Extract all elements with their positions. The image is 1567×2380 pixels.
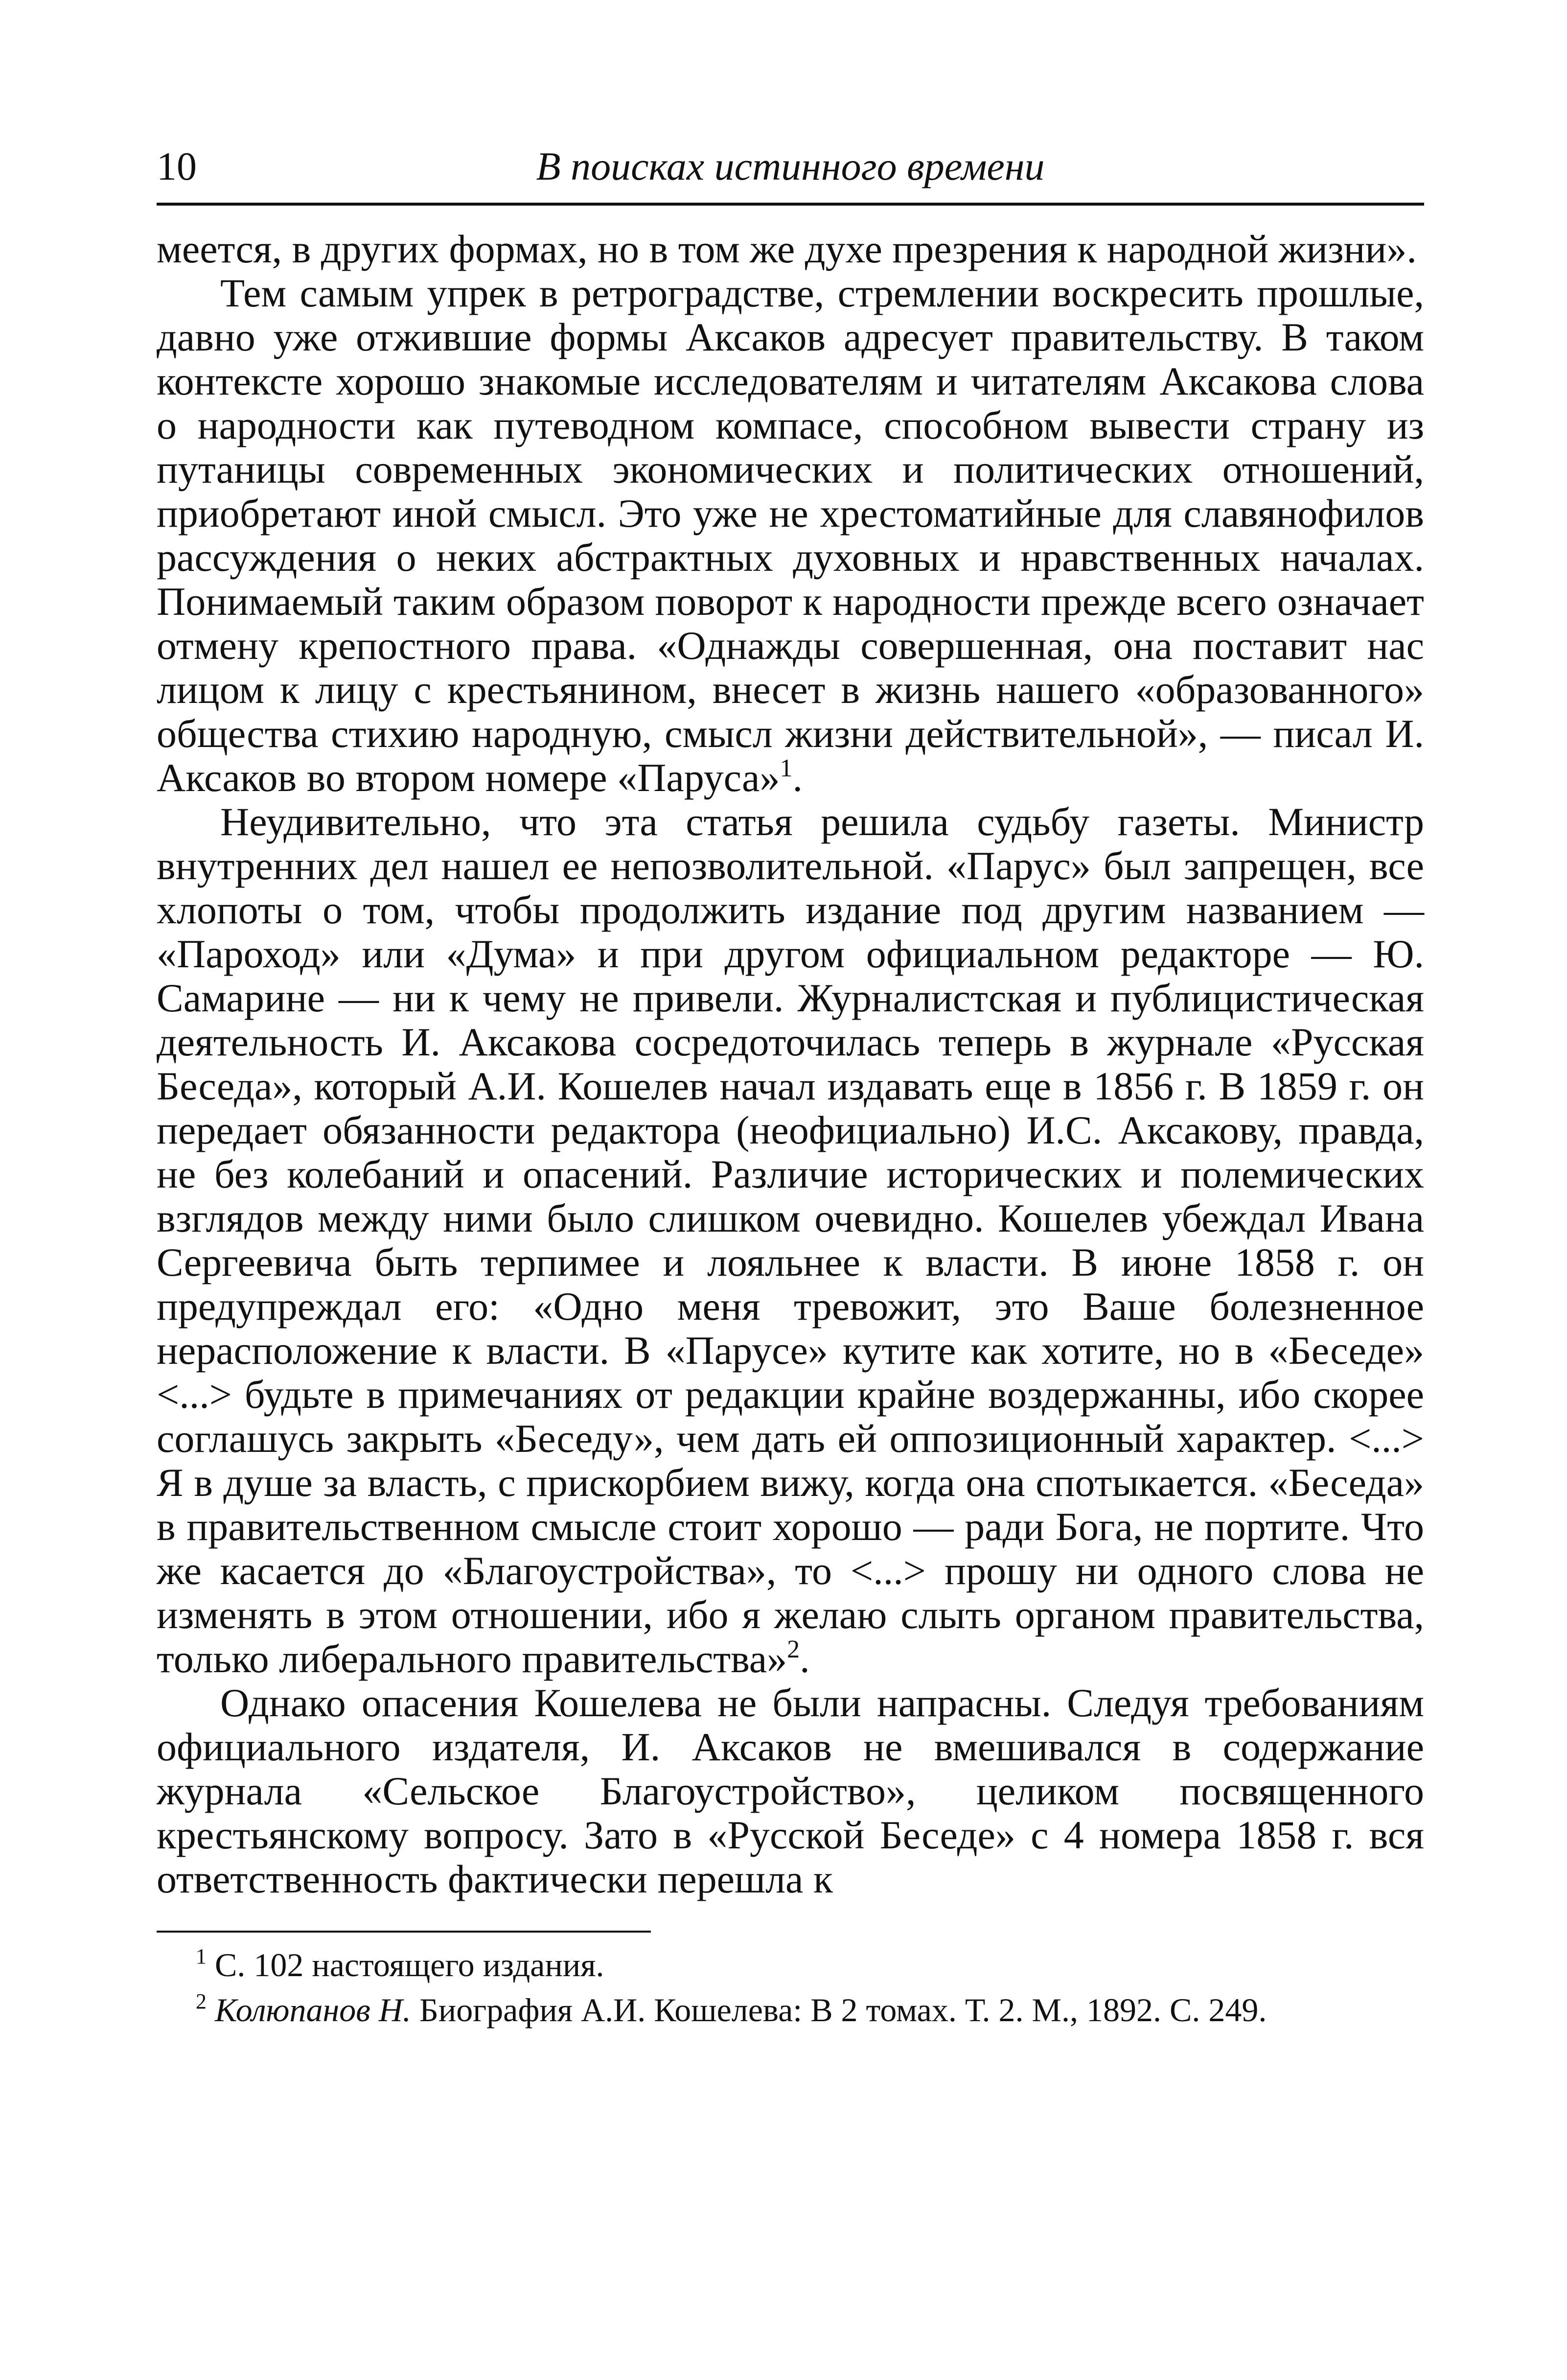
footnote-number: 1 (196, 1944, 207, 1968)
paragraph (157, 227, 1424, 271)
footnote-rule (157, 1931, 651, 1933)
paragraph-text: Тем самым упрек в ретроградстве, стремлении воскресить прошлые, давно уже отжившие формы Аксаков адресует правительству. В таком контексте хорошо знакомые исследователям и читателям Аксакова слова о народности как путеводном компасе, способном вывести страну из путаницы современных экономических и политических отношений, приобретают иной смысл. Это уже не хрестоматийные для славянофилов рассуждения о неких абстрактных духовных и нравственных началах. Понимаемый таким образом поворот к народности прежде всего означает отмену крепостного права. «Однажды совершенная, она поставит нас лицом к лицу с крестьянином, внесет в жизнь нашего «образованного» общества стихию народную, смысл жизни действительной», — писал И. Аксаков во втором номере «Паруса» (157, 271, 1424, 800)
paragraph (157, 1681, 1424, 1901)
footnotes (157, 1945, 1424, 2030)
paragraph-text: Неудивительно, что эта статья решила судьбу газеты. Министр внутренних дел нашел ее непозволительной. «Парус» был запрещен, все хлопоты о том, чтобы продолжить издание под другим названием — «Пароход» или «Дума» и при другом официальном редакторе — Ю. Самарине — ни к чему не привели. Журналистская и публицистическая деятельность И. Аксакова сосредоточилась теперь в журнале «Русская Беседа», который А.И. Кошелев начал издавать еще в 1856 г. В 1859 г. он передает обязанности редактора (неофициально) И.С. Аксакову, правда, не без колебаний и опасений. Различие исторических и полемических взглядов между ними было слишком очевидно. Кошелев убеждал Ивана Сергеевича быть терпимее и лояльнее к власти. В июне 1858 г. он предупреждал его: «Одно меня тревожит, это Ваше болезненное нерасположение к власти. В «Парусе» кутите как хотите, но в «Беседе» <...> будьте в примечаниях от редакции крайне воздержанны, ибо скорее соглашусь закрыть «Беседу», чем дать ей оппозиционный характер. <...> Я в душе за власть, с прискорбием вижу, когда она спотыкается. «Беседа» в правительственном смысле стоит хорошо — ради Бога, не портите. Что же касается до «Благоустройства», то <...> прошу ни одного слова не изменять в этом отношении, ибо я желаю слыть органом правительства, только либерального правительства» (157, 799, 1424, 1681)
paragraph (157, 800, 1424, 1681)
paragraph-text: меется, в других формах, но в том же духе презрения к народной жизни». (157, 227, 1417, 271)
footnote (157, 1945, 1424, 1984)
body-text (157, 227, 1424, 1901)
footnote-number: 2 (196, 1989, 207, 2013)
paragraph-text: Однако опасения Кошелева не были напрасны. Следуя требованиям официального издателя, И. Аксаков не вмешивался в содержание журнала «Сельское Благоустройство», целиком посвященного крестьянскому вопросу. Зато в «Русской Беседе» с 4 номера 1858 г. вся ответственность фактически перешла к (157, 1680, 1424, 1901)
book-page (157, 137, 1424, 2035)
footnote (157, 1990, 1424, 2030)
footnote-text: С. 102 настоящего издания. (215, 1946, 604, 1983)
header-rule (157, 203, 1424, 206)
paragraph-tail: . (792, 755, 803, 800)
footnote-reference[interactable]: 2 (787, 1635, 800, 1663)
paragraph-tail: . (800, 1636, 810, 1681)
page-number: 10 (157, 144, 197, 188)
running-head (157, 137, 1424, 196)
footnote-author: Колюпанов Н. (215, 1991, 411, 2029)
paragraph (157, 271, 1424, 800)
footnote-text: Биография А.И. Кошелева: В 2 томах. Т. 2. М., 1892. С. 249. (419, 1991, 1267, 2029)
footnote-reference[interactable]: 1 (780, 754, 793, 782)
running-title: В поисках истинного времени (536, 144, 1045, 188)
